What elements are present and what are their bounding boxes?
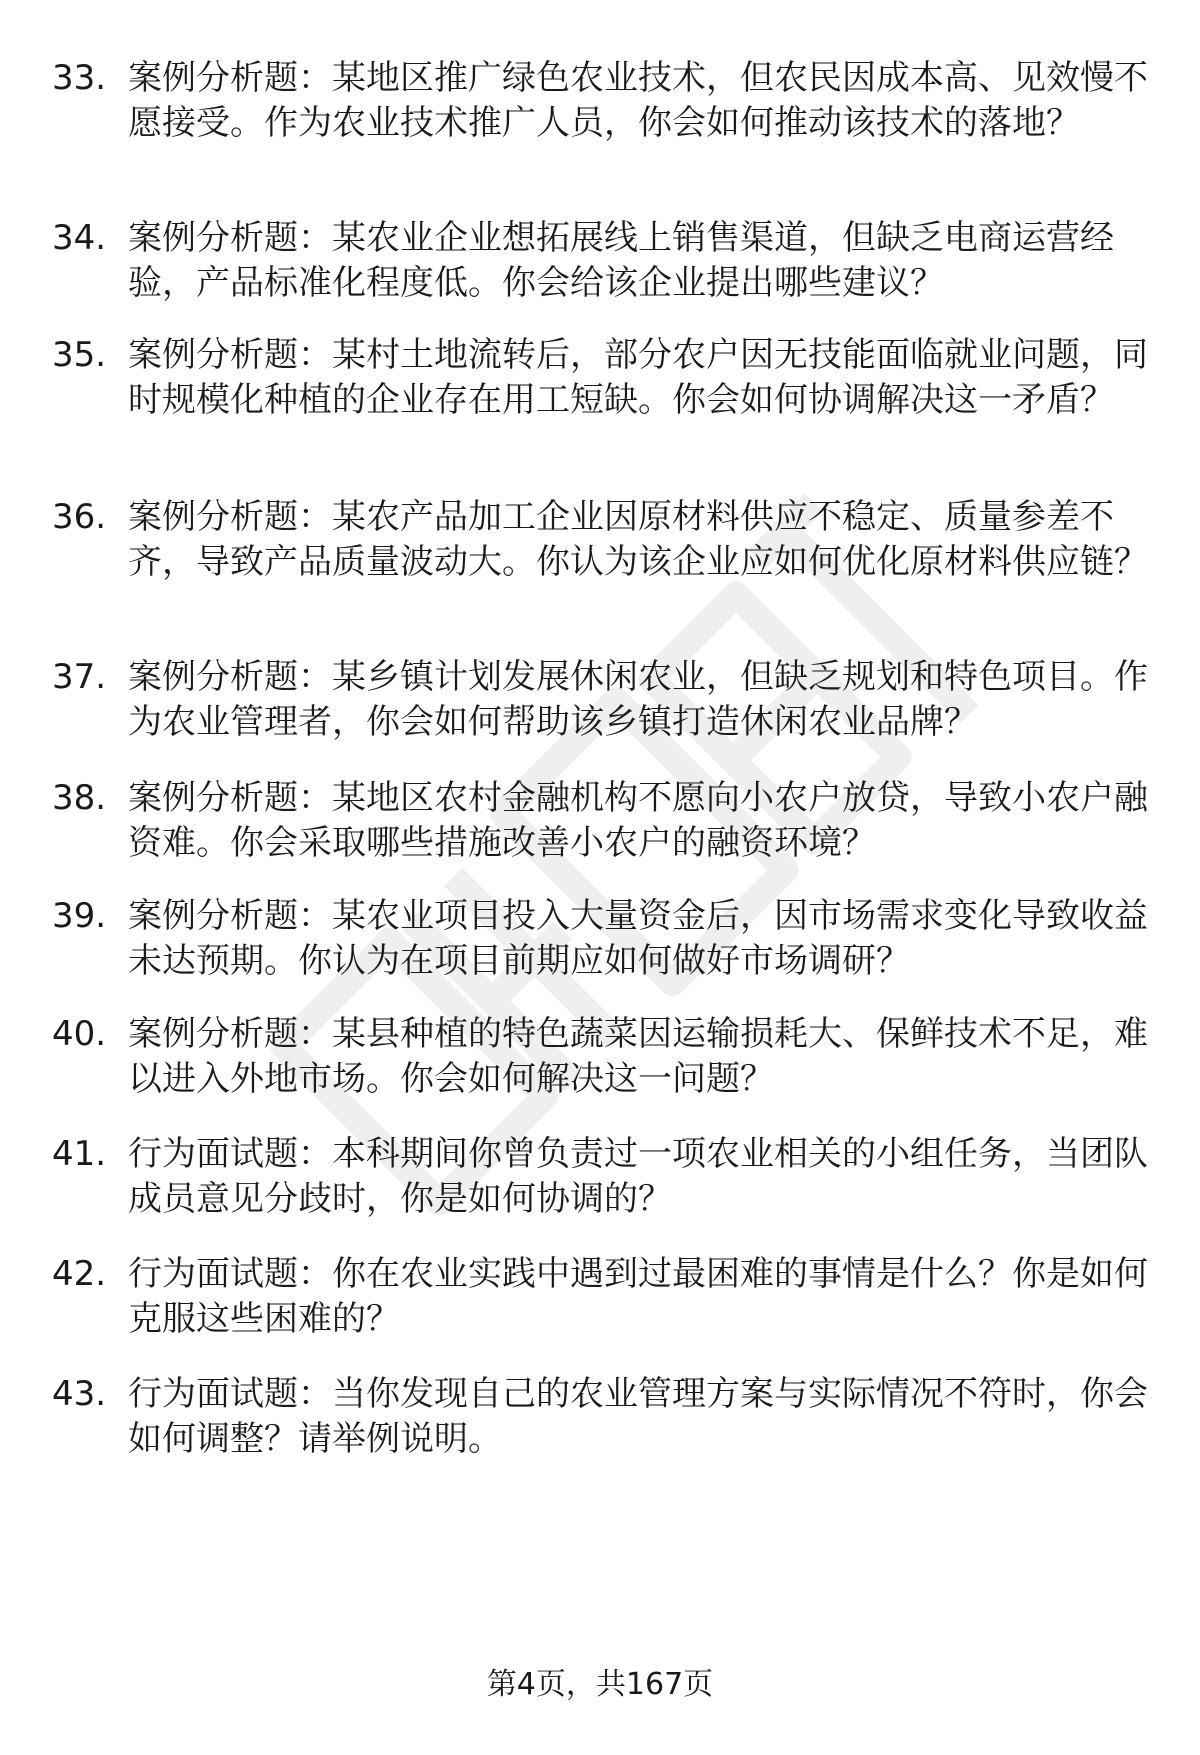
question-text: 案例分析题：某县种植的特色蔬菜因运输损耗大、保鲜技术不足，难以进入外地市场。你会如何解决这一问题？ [128,1014,1148,1099]
question-text: 案例分析题：某地区推广绿色农业技术，但农民因成本高、见效慢不愿接受。作为农业技术推广人员，你会如何推动该技术的落地？ [128,58,1148,143]
question-number: 36. [52,497,107,537]
question-text: 案例分析题：某村土地流转后，部分农户因无技能面临就业问题，同时规模化种植的企业存在用工短缺。你会如何协调解决这一矛盾？ [128,335,1148,420]
question-number: 41. [52,1134,107,1174]
question-text: 行为面试题：本科期间你曾负责过一项农业相关的小组任务，当团队成员意见分歧时，你是如何协调的？ [128,1134,1148,1219]
question-number: 39. [52,896,107,936]
page-number: 第4页，共167页 [486,1667,714,1702]
question-number: 37. [52,657,107,697]
question-number: 40. [52,1014,107,1054]
question-text: 案例分析题：某农业项目投入大量资金后，因市场需求变化导致收益未达预期。你认为在项目前期应如何做好市场调研？ [128,896,1148,981]
question-text: 行为面试题：当你发现自己的农业管理方案与实际情况不符时，你会如何调整？请举例说明。 [128,1374,1148,1459]
question-text: 案例分析题：某农业企业想拓展线上销售渠道，但缺乏电商运营经验，产品标准化程度低。你会给该企业提出哪些建议？ [128,218,1114,303]
question-number: 35. [52,335,107,375]
question-text: 案例分析题：某乡镇计划发展休闲农业，但缺乏规划和特色项目。作为农业管理者，你会如何帮助该乡镇打造休闲农业品牌？ [128,657,1148,742]
question-text: 行为面试题：你在农业实践中遇到过最困难的事情是什么？你是如何克服这些困难的？ [128,1254,1148,1339]
question-number: 42. [52,1254,107,1294]
question-text: 案例分析题：某农产品加工企业因原材料供应不稳定、质量参差不齐，导致产品质量波动大。你认为该企业应如何优化原材料供应链？ [128,497,1148,582]
question-text: 案例分析题：某地区农村金融机构不愿向小农户放贷，导致小农户融资难。你会采取哪些措施改善小农户的融资环境？ [128,778,1148,863]
question-number: 34. [52,218,107,258]
question-number: 33. [52,58,107,98]
question-number: 38. [52,778,107,818]
question-number: 43. [52,1374,107,1414]
